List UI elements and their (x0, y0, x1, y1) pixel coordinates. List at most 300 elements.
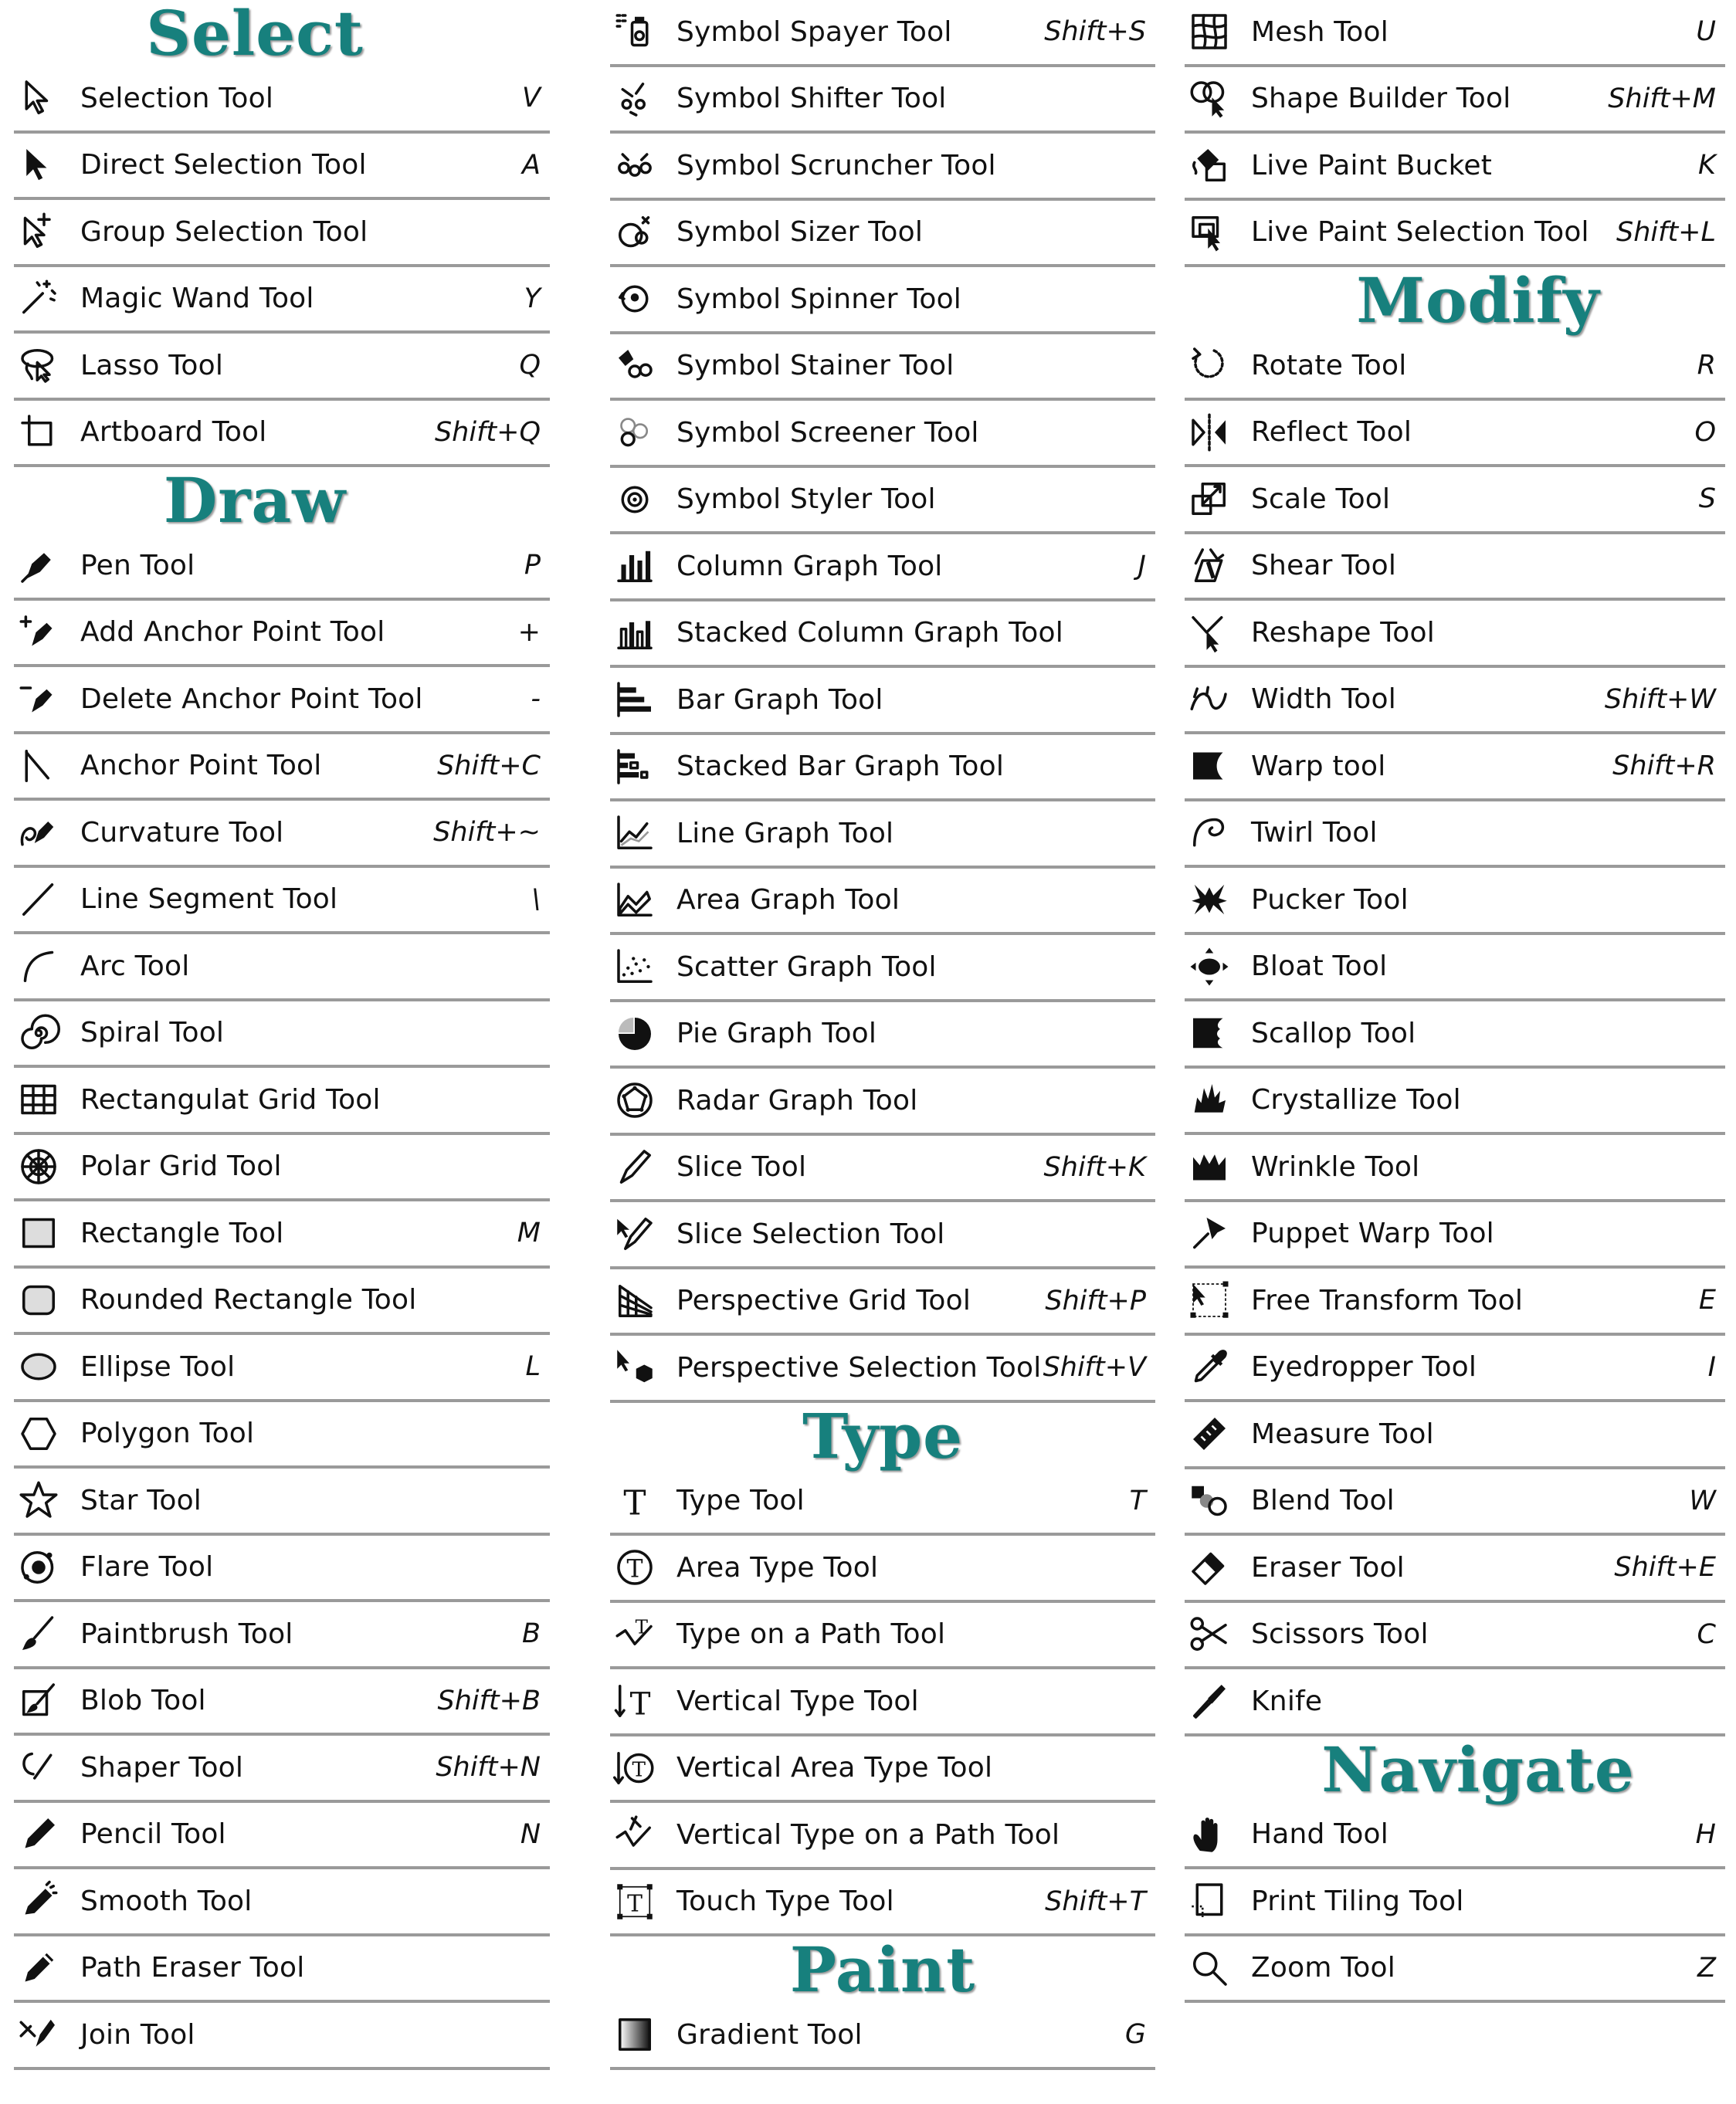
tool-label: Shear Tool (1251, 550, 1397, 582)
tool-row (1185, 1936, 1725, 2004)
tool-label: Live Paint Bucket (1251, 149, 1493, 181)
tool-label: Star Tool (80, 1484, 202, 1516)
tool-label: Rectangulat Grid Tool (80, 1083, 381, 1116)
tool-label: Group Selection Tool (80, 215, 368, 248)
tool-label: Add Anchor Point Tool (80, 616, 385, 649)
tool-label: Eyedropper Tool (1251, 1351, 1477, 1384)
tool-shortcut: Shift+K (1043, 1151, 1146, 1183)
tool-label: Curvature Tool (80, 816, 284, 849)
tool-label: Slice Selection Tool (676, 1218, 945, 1250)
tool-row (14, 934, 550, 1001)
scissors-icon (1185, 1610, 1234, 1659)
tool-shortcut: N (520, 1818, 541, 1850)
hand-icon (1185, 1810, 1234, 1859)
width-icon (1185, 675, 1234, 724)
tool-row (610, 1469, 1155, 1536)
stacked-bar-graph-icon (610, 742, 659, 791)
measure-icon (1185, 1409, 1234, 1459)
tool-row (610, 601, 1155, 669)
tool-row (14, 1068, 550, 1135)
section-header-paint: Paint (789, 1933, 976, 2006)
tool-label: Rectangle Tool (80, 1217, 284, 1249)
tool-shortcut: B (521, 1618, 541, 1650)
direct-selection-arrow-icon (14, 141, 63, 190)
tool-shortcut: Shift+T (1045, 1885, 1146, 1917)
tool-label: Pencil Tool (80, 1818, 226, 1851)
tool-shortcut: Y (524, 283, 541, 314)
artboard-icon (14, 408, 63, 457)
tool-label: Area Type Tool (676, 1551, 879, 1584)
pie-graph-icon (610, 1009, 659, 1059)
touch-type-icon (610, 1877, 659, 1926)
tool-row (14, 267, 550, 334)
tool-label: Knife (1251, 1685, 1323, 1717)
tool-row (14, 734, 550, 801)
tool-label: Mesh Tool (1251, 15, 1388, 48)
tool-label: Puppet Warp Tool (1251, 1218, 1494, 1250)
zoom-icon (1185, 1943, 1234, 1993)
tool-label: Symbol Sizer Tool (676, 216, 924, 249)
section-header-type: Type (802, 1399, 964, 1472)
bar-graph-icon (610, 675, 659, 724)
svg-text:T: T (626, 1555, 643, 1584)
shear-icon (1185, 541, 1234, 591)
tool-shortcut: Shift+P (1045, 1285, 1146, 1316)
tool-shortcut: V (522, 83, 541, 114)
tool-row (1185, 601, 1725, 668)
selection-arrow-icon (14, 73, 63, 123)
tool-shortcut: K (1698, 150, 1716, 181)
join-icon (14, 2010, 63, 2059)
line-graph-icon (610, 808, 659, 858)
tool-shortcut: I (1707, 1351, 1716, 1383)
tool-row (14, 200, 550, 267)
tool-label: Lasso Tool (80, 349, 224, 381)
tool-label: Symbol Styler Tool (676, 483, 936, 516)
star-icon (14, 1476, 63, 1525)
section-header-modify: Modify (1356, 264, 1600, 337)
tool-row (1185, 467, 1725, 534)
tool-label: Column Graph Tool (676, 550, 943, 582)
tool-row (14, 1803, 550, 1870)
svg-text:T: T (627, 1890, 643, 1917)
tool-shortcut: C (1697, 1618, 1716, 1650)
tool-label: Artboard Tool (80, 416, 267, 449)
tool-row (610, 935, 1155, 1002)
tool-label: Gradient Tool (676, 2018, 863, 2051)
tool-row (610, 468, 1155, 535)
tool-label: Blend Tool (1251, 1485, 1395, 1517)
tool-shortcut: P (524, 550, 541, 581)
tool-row (14, 1469, 550, 1536)
tool-row (610, 1603, 1155, 1670)
tool-label: Bloat Tool (1251, 950, 1388, 983)
tool-row (1185, 201, 1725, 268)
tool-row (1185, 734, 1725, 801)
section-type-list (610, 1469, 1155, 1937)
tool-row (1185, 1869, 1725, 1936)
warp-icon (1185, 741, 1234, 791)
line-segment-icon (14, 875, 63, 924)
tool-label: Selection Tool (80, 82, 274, 114)
polygon-icon (14, 1409, 63, 1459)
tool-label: Ellipse Tool (80, 1350, 236, 1383)
tool-label: Live Paint Selection Tool (1251, 216, 1589, 249)
tool-label: Line Graph Tool (676, 817, 894, 849)
tool-row (1185, 534, 1725, 601)
tool-row (610, 0, 1155, 67)
pencil-icon (14, 1810, 63, 1859)
tool-label: Line Segment Tool (80, 883, 338, 916)
svg-text:T: T (623, 1483, 646, 1523)
eraser-icon (1185, 1543, 1234, 1592)
live-paint-bucket-icon (1185, 141, 1234, 190)
tool-row (1185, 801, 1725, 869)
mesh-icon (1185, 7, 1234, 56)
tool-row (1185, 1536, 1725, 1603)
lasso-icon (14, 341, 63, 390)
scallop-icon (1185, 1008, 1234, 1058)
column-2 (610, 0, 1155, 2070)
tool-shortcut: Shift+M (1608, 83, 1716, 114)
type-icon (610, 1476, 659, 1526)
tool-label: Symbol Scruncher Tool (676, 149, 996, 181)
tool-shortcut: Q (519, 350, 541, 381)
tool-label: Scallop Tool (1251, 1017, 1416, 1049)
spiral-icon (14, 1008, 63, 1058)
symbol-sizer-icon (610, 208, 659, 257)
symbol-shifter-icon (610, 74, 659, 124)
tool-shortcut: S (1698, 483, 1716, 515)
tool-row (610, 1069, 1155, 1136)
polar-grid-icon (14, 1142, 63, 1191)
tool-label: Rotate Tool (1251, 349, 1407, 381)
tool-label: Radar Graph Tool (676, 1084, 918, 1116)
tool-label: Reshape Tool (1251, 616, 1435, 649)
tool-row (1185, 1669, 1725, 1736)
perspective-selection-icon (610, 1343, 659, 1392)
smooth-icon (14, 1876, 63, 1926)
section-select-list (14, 66, 550, 467)
tool-row (14, 334, 550, 401)
tool-row (610, 1803, 1155, 1870)
tool-row (14, 534, 550, 601)
tool-label: Pen Tool (80, 549, 195, 581)
tool-label: Touch Type Tool (676, 1885, 894, 1918)
column-3 (1185, 0, 1725, 2003)
rotate-icon (1185, 341, 1234, 390)
tool-label: Polygon Tool (80, 1418, 255, 1450)
tool-label: Paintbrush Tool (80, 1618, 293, 1650)
tool-row (1185, 1269, 1725, 1336)
tool-label: Zoom Tool (1251, 1952, 1395, 1984)
magic-wand-icon (14, 274, 63, 324)
tool-row (14, 1135, 550, 1202)
tool-row (1185, 1803, 1725, 1870)
tool-row (14, 401, 550, 468)
tool-label: Scale Tool (1251, 483, 1391, 515)
add-anchor-point-icon (14, 608, 63, 657)
flare-icon (14, 1543, 63, 1592)
free-transform-icon (1185, 1276, 1234, 1325)
tool-label: Symbol Shifter Tool (676, 83, 947, 115)
tool-row (1185, 868, 1725, 935)
tool-label: Perspective Selection Tool (676, 1351, 1042, 1384)
tool-row (14, 1869, 550, 1936)
slice-selection-icon (610, 1209, 659, 1259)
anchor-point-icon (14, 741, 63, 791)
tool-shortcut: Shift+Q (434, 416, 541, 448)
tool-row (610, 2003, 1155, 2070)
tool-row (1185, 334, 1725, 401)
tool-row (14, 2003, 550, 2070)
tool-row (1185, 134, 1725, 201)
tool-row (14, 1936, 550, 2004)
tool-row (14, 1536, 550, 1603)
stacked-column-graph-icon (610, 608, 659, 658)
tool-label: Direct Selection Tool (80, 149, 367, 181)
symbol-sprayer-icon (610, 7, 659, 56)
tool-shortcut: Shift+C (437, 750, 541, 781)
tool-label: Vertical Type on a Path Tool (676, 1818, 1060, 1851)
crystallize-icon (1185, 1076, 1234, 1125)
tool-label: Perspective Grid Tool (676, 1285, 971, 1317)
tool-shortcut: Shift+S (1044, 16, 1146, 48)
gradient-icon (610, 2010, 659, 2059)
bloat-icon (1185, 942, 1234, 991)
tool-row (1185, 1402, 1725, 1469)
tool-shortcut: + (517, 616, 541, 648)
tool-label: Scissors Tool (1251, 1618, 1429, 1651)
tool-shortcut: \ (531, 883, 541, 915)
tool-label: Polar Grid Tool (80, 1150, 282, 1183)
tool-row (610, 67, 1155, 134)
twirl-icon (1185, 808, 1234, 858)
tool-row (1185, 1001, 1725, 1069)
tool-row (14, 66, 550, 134)
tool-row (610, 534, 1155, 601)
tool-label: Spiral Tool (80, 1017, 225, 1049)
tool-label: Crystallize Tool (1251, 1084, 1461, 1116)
tool-row (14, 1669, 550, 1736)
rounded-rectangle-icon (14, 1276, 63, 1325)
column-graph-icon (610, 541, 659, 591)
shape-builder-icon (1185, 74, 1234, 124)
tool-row (14, 868, 550, 935)
tool-row (1185, 935, 1725, 1002)
tool-label: Warp tool (1251, 750, 1386, 782)
symbol-scruncher-icon (610, 141, 659, 190)
tool-label: Symbol Screener Tool (676, 416, 979, 449)
tool-label: Area Graph Tool (676, 884, 900, 916)
rectangular-grid-icon (14, 1075, 63, 1124)
tool-row (610, 1870, 1155, 1937)
area-graph-icon (610, 876, 659, 925)
tool-label: Arc Tool (80, 950, 190, 982)
section-symbols-graphs-list (610, 0, 1155, 1403)
tool-label: Blob Tool (80, 1685, 206, 1717)
delete-anchor-point-icon (14, 674, 63, 723)
section-draw-list (14, 534, 550, 2070)
tool-row (14, 134, 550, 201)
tool-row (610, 1136, 1155, 1203)
tool-label: Type Tool (676, 1485, 805, 1517)
tool-row (1185, 1069, 1725, 1136)
symbol-spinner-icon (610, 274, 659, 324)
tool-row (610, 1202, 1155, 1269)
pucker-icon (1185, 875, 1234, 924)
tool-shortcut: M (517, 1218, 541, 1249)
tool-label: Symbol Spayer Tool (676, 15, 952, 48)
tool-row (610, 1336, 1155, 1403)
tool-label: Symbol Spinner Tool (676, 283, 962, 315)
tool-shortcut: Shift+W (1604, 683, 1716, 715)
svg-text:T: T (632, 1758, 646, 1782)
section-header-navigate: Navigate (1321, 1733, 1635, 1806)
tool-label: Anchor Point Tool (80, 750, 322, 782)
tool-shortcut: R (1697, 350, 1716, 381)
slice-icon (610, 1143, 659, 1192)
tool-label: Stacked Bar Graph Tool (676, 750, 1005, 783)
tool-shortcut: Shift+R (1612, 750, 1716, 782)
tool-label: Slice Tool (676, 1151, 807, 1184)
symbol-screener-icon (610, 408, 659, 457)
tool-shortcut: J (1138, 551, 1146, 582)
tool-row (1185, 1469, 1725, 1536)
tool-label: Smooth Tool (80, 1885, 253, 1917)
path-eraser-icon (14, 1943, 63, 1993)
paintbrush-icon (14, 1609, 63, 1658)
tool-row (14, 1602, 550, 1669)
tool-row (610, 869, 1155, 936)
section-navigate-list (1185, 1803, 1725, 2004)
blend-icon (1185, 1476, 1234, 1526)
tool-row (14, 1201, 550, 1269)
pen-icon (14, 540, 63, 590)
tool-row (610, 134, 1155, 201)
tool-row (1185, 1603, 1725, 1670)
tool-shortcut: O (1694, 416, 1716, 448)
live-paint-selection-icon (1185, 208, 1234, 257)
tool-row (610, 1002, 1155, 1069)
print-tiling-icon (1185, 1876, 1234, 1926)
section-header-draw: Draw (163, 464, 347, 537)
tool-row (610, 1269, 1155, 1337)
puppet-warp-icon (1185, 1209, 1234, 1259)
rectangle-icon (14, 1208, 63, 1258)
tool-label: Pucker Tool (1251, 883, 1409, 916)
tool-shortcut: T (1129, 1485, 1146, 1516)
type-on-path-icon (610, 1610, 659, 1659)
tool-label: Rounded Rectangle Tool (80, 1284, 417, 1316)
vertical-type-on-path-icon (610, 1810, 659, 1859)
tool-row (1185, 1202, 1725, 1269)
knife-icon (1185, 1676, 1234, 1726)
symbol-styler-icon (610, 475, 659, 524)
reshape-icon (1185, 608, 1234, 657)
tool-row (14, 1001, 550, 1069)
perspective-grid-icon (610, 1276, 659, 1326)
symbol-stainer-icon (610, 341, 659, 391)
tool-row (1185, 401, 1725, 468)
tool-label: Shaper Tool (80, 1751, 244, 1784)
tool-row (610, 668, 1155, 735)
tool-shortcut: H (1695, 1818, 1716, 1850)
tool-label: Reflect Tool (1251, 416, 1412, 449)
scatter-graph-icon (610, 942, 659, 991)
tool-row (610, 801, 1155, 869)
tool-row (14, 801, 550, 868)
tool-shortcut: E (1698, 1285, 1716, 1316)
tool-row (14, 1736, 550, 1803)
tool-label: Vertical Area Type Tool (676, 1752, 993, 1784)
svg-text:T: T (635, 1615, 648, 1638)
vertical-type-icon (610, 1676, 659, 1726)
section-modify-list (1185, 334, 1725, 1736)
tool-shortcut: U (1696, 16, 1716, 48)
tool-shortcut: - (531, 683, 541, 715)
tool-row (610, 1736, 1155, 1804)
reflect-icon (1185, 408, 1234, 457)
tool-label: Path Eraser Tool (80, 1952, 305, 1984)
tool-label: Measure Tool (1251, 1418, 1434, 1450)
vertical-area-type-icon (610, 1743, 659, 1793)
tool-shortcut: W (1689, 1485, 1716, 1516)
tool-row (14, 1269, 550, 1336)
arc-icon (14, 941, 63, 991)
tool-row (14, 1335, 550, 1402)
tool-label: Shape Builder Tool (1251, 83, 1511, 115)
radar-graph-icon (610, 1076, 659, 1125)
eyedropper-icon (1185, 1343, 1234, 1392)
tool-shortcut: L (525, 1351, 541, 1383)
tool-label: Type on a Path Tool (676, 1618, 946, 1651)
column-1 (14, 0, 550, 2070)
tool-label: Twirl Tool (1251, 817, 1378, 849)
tool-label: Join Tool (80, 2018, 195, 2051)
tool-row (14, 1402, 550, 1469)
scale-icon (1185, 474, 1234, 523)
blob-brush-icon (14, 1676, 63, 1726)
tool-label: Free Transform Tool (1251, 1284, 1524, 1316)
svg-text:T: T (629, 1686, 651, 1723)
tool-row (1185, 0, 1725, 67)
tool-row (1185, 67, 1725, 134)
tool-row (610, 334, 1155, 401)
tool-label: Width Tool (1251, 683, 1396, 716)
tool-shortcut: Shift+~ (433, 817, 541, 849)
tool-row (610, 1536, 1155, 1603)
section-header-select: Select (146, 0, 364, 69)
tool-label: Magic Wand Tool (80, 283, 314, 315)
tool-shortcut: G (1124, 2019, 1146, 2051)
tool-row (610, 401, 1155, 468)
group-selection-arrow-icon (14, 207, 63, 256)
tool-row (14, 667, 550, 734)
tool-label: Vertical Type Tool (676, 1685, 919, 1717)
tool-shortcut: Shift+E (1614, 1552, 1716, 1584)
tool-shortcut: Z (1697, 1952, 1716, 1984)
tool-shortcut: Shift+L (1616, 216, 1716, 248)
tool-row (610, 201, 1155, 268)
tool-row (610, 267, 1155, 334)
tool-row (610, 1669, 1155, 1736)
tool-label: Print Tiling Tool (1251, 1885, 1464, 1917)
tool-label: Stacked Column Graph Tool (676, 617, 1063, 649)
area-type-icon (610, 1543, 659, 1592)
tool-row (1185, 668, 1725, 735)
section-paint-list (610, 2003, 1155, 2070)
